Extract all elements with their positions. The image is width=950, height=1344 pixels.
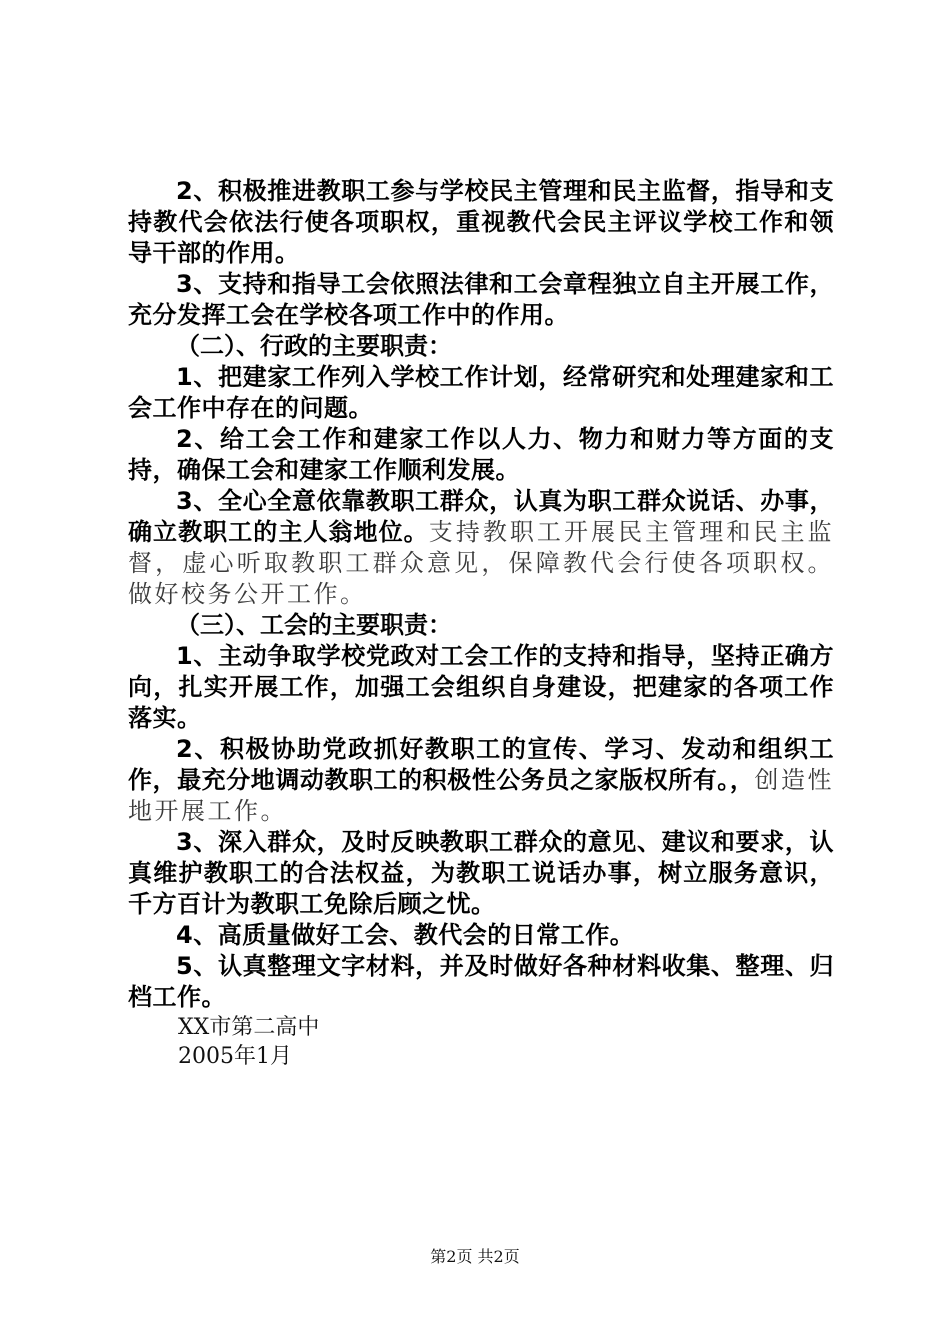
paragraph-text: 4、高质量做好工会、教代会的日常工作。 [176, 921, 635, 949]
paragraph-text: 2、给工会工作和建家工作以人力、物力和财力等方面的支持，确保工会和建家工作顺利发展。 [128, 425, 834, 484]
paragraph-dang-3 [128, 269, 834, 331]
paragraph-union-2 [128, 734, 834, 827]
paragraph-union-4 [128, 920, 834, 951]
paragraph-text: 1、主动争取学校党政对工会工作的支持和指导，坚持正确方向，扎实开展工作，加强工会组织自身建设，把建家的各项工作落实。 [128, 642, 834, 732]
paragraph-text: 2、积极协助党政抓好教职工的宣传、学习、发动和组织工作，最充分地调动教职工的积极性公务员之家版权所有。， [128, 735, 834, 794]
paragraph-text-light: 支持教职工开展民主管理和民主监督，虚心听取教职工群众意见，保障教代会行使各项职权。做好校务公开工作。 [128, 518, 835, 608]
paragraph-admin-1 [128, 362, 834, 424]
paragraph-text: 5、认真整理文字材料，并及时做好各种材料收集、整理、归档工作。 [128, 952, 834, 1011]
signature-date: 2005年1月 [178, 1044, 292, 1069]
signature-org: XX市第二高中 [178, 1015, 320, 1040]
paragraph-admin-2 [128, 424, 834, 486]
paragraph-text: 3、全心全意依靠教职工群众，认真为职工群众说话、办事，确立教职工的主人翁地位。 [128, 487, 834, 546]
page-footer: 第2页 共2页 [430, 1247, 520, 1266]
section-heading-admin [128, 331, 834, 362]
section-heading-text: （三）、工会的主要职责： [176, 611, 452, 639]
paragraph-dang-2 [128, 176, 834, 269]
section-heading-text: （二）、行政的主要职责： [176, 332, 452, 360]
paragraph-text: 3、支持和指导工会依照法律和工会章程独立自主开展工作，充分发挥工会在学校各项工作中的作用。 [128, 270, 834, 329]
paragraph-admin-3 [128, 486, 834, 610]
paragraph-text: 3、深入群众，及时反映教职工群众的意见、建议和要求，认真维护教职工的合法权益，为教职工说话办事，树立服务意识，千方百计为教职工免除后顾之忧。 [128, 828, 834, 918]
paragraph-union-3 [128, 827, 834, 920]
paragraph-union-1 [128, 641, 834, 734]
paragraph-text: 1、把建家工作列入学校工作计划，经常研究和处理建家和工会工作中存在的问题。 [128, 363, 834, 422]
paragraph-text-light: 创造性地开展工作。 [128, 766, 834, 825]
section-heading-union [128, 610, 834, 641]
document-body [128, 176, 834, 1071]
paragraph-text: 2、积极推进教职工参与学校民主管理和民主监督，指导和支持教代会依法行使各项职权，重视教代会民主评议学校工作和领导干部的作用。 [128, 177, 834, 267]
paragraph-union-5 [128, 951, 834, 1013]
